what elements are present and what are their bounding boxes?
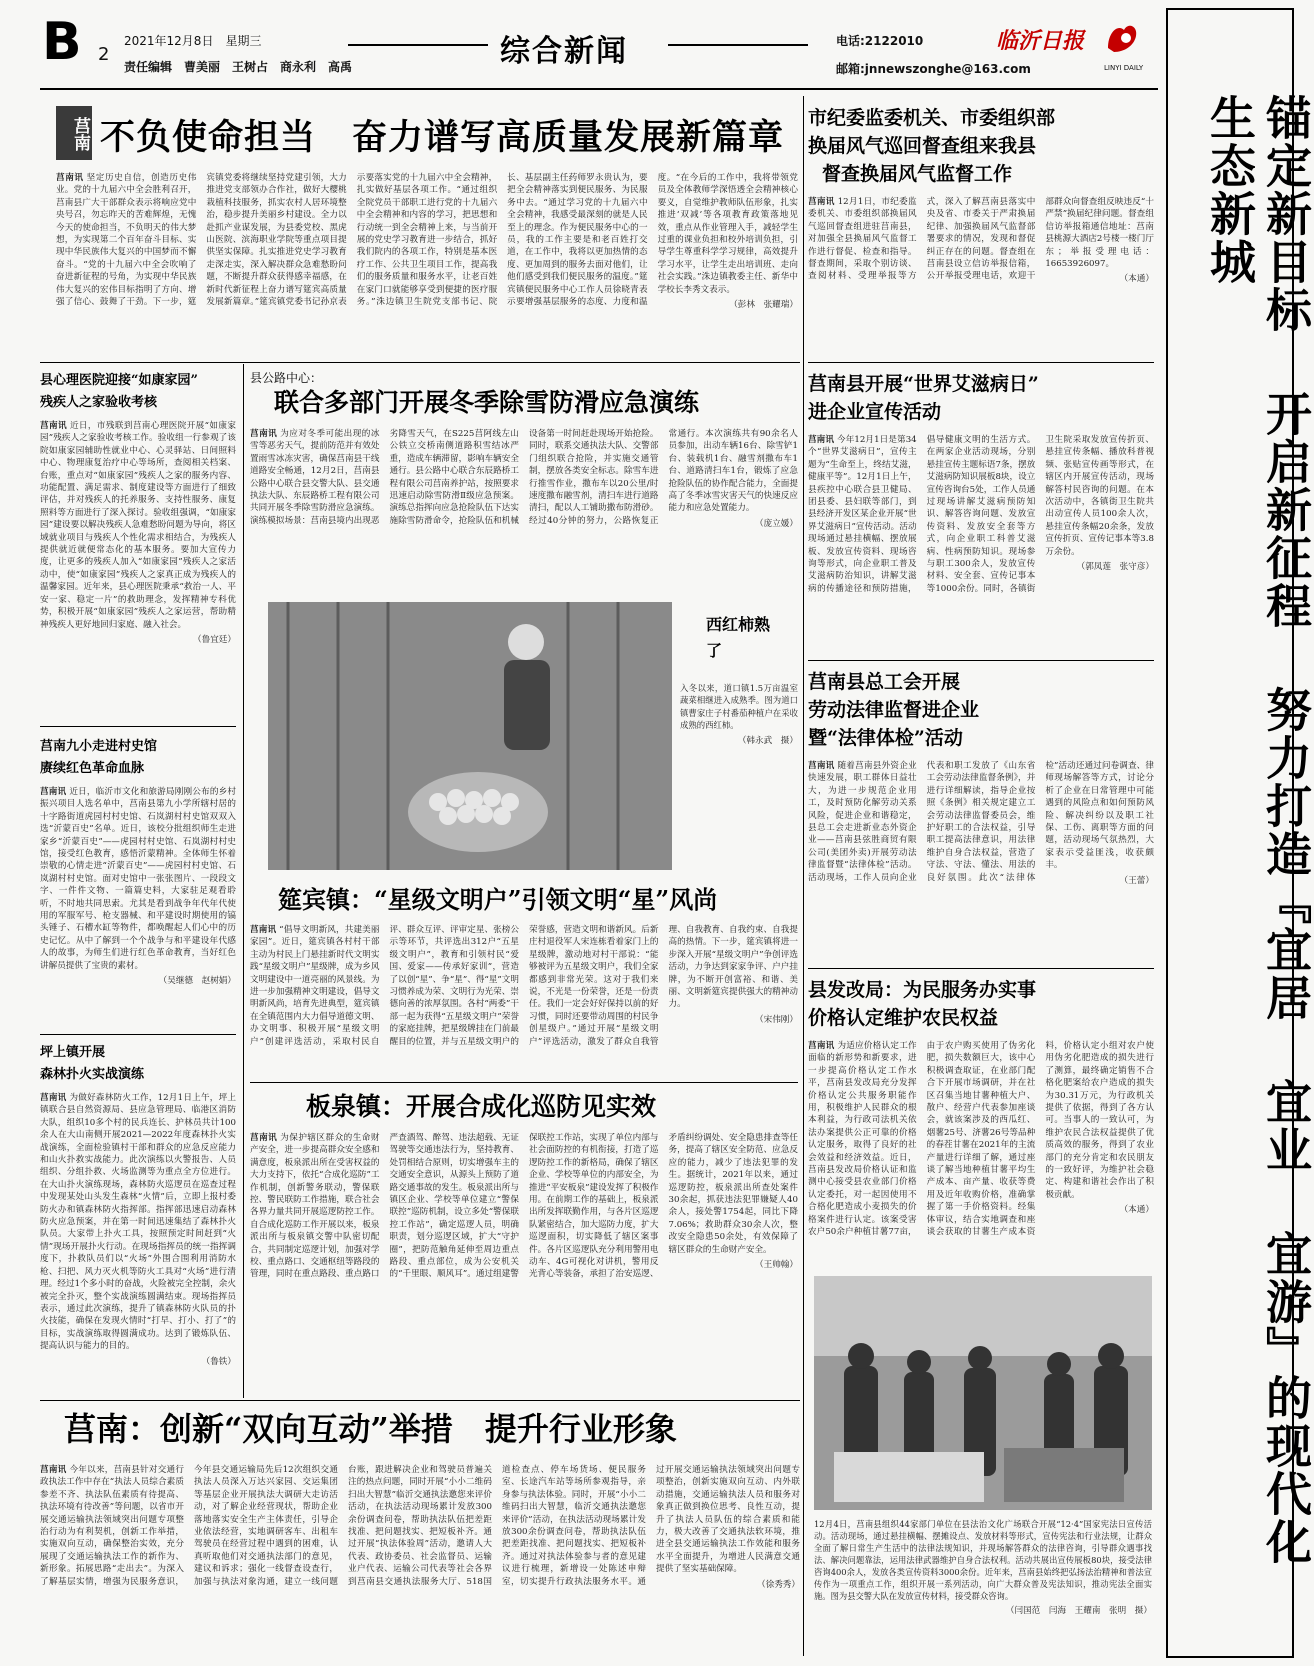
a8-headline-3: 暨“法律体检”活动 — [808, 727, 963, 749]
photo1-title: 西红柿熟了 — [706, 615, 771, 660]
a10-credit: （本通） — [1119, 1205, 1154, 1216]
a2-headline-3: 督查换届风气监督工作 — [822, 163, 1013, 185]
a7-credit: （鲁铁） — [201, 1356, 236, 1367]
photo1-side — [680, 612, 798, 754]
masthead-bottom-rule — [40, 88, 1158, 90]
article-a3 — [808, 370, 1154, 686]
masthead-rule-right — [668, 44, 808, 46]
rule-above-a12 — [40, 1400, 800, 1401]
vertical-headline: 锚定新目标 开启新征程 努力打造『宜居 宜业 宜游』的现代化生态新城 — [1203, 94, 1313, 1566]
masthead-rule-left — [348, 44, 488, 46]
photo-constitution-illustration — [814, 1276, 1152, 1510]
a7-headline-1: 坪上镇开展 — [40, 1045, 106, 1060]
a5-kicker: 县公路中心： — [250, 371, 323, 385]
photo2-credit: （闫国范 闫海 王耀南 张明 摄） — [1005, 1606, 1152, 1616]
newspaper-logo-text: 临沂日报 — [996, 28, 1085, 54]
a9-credit: （宋伟刚） — [755, 1014, 798, 1025]
vertical-separator-left — [243, 364, 244, 1398]
photo2-caption: 12月4日，莒南县组织44家部门单位在县法治文化广场联合开展“12·4”国家宪法日宣传活动。活动现场，通过悬挂横幅、摆摊设点、发放材料等形式，宣传宪法和行业法规，让群众全面了解日常生产生活中的法律法规知识，并现场解答群众的法律咨询，引导群众遇事找法、解决问题靠法，运用法律武器维护自身合法权利。活动共展出宣传展板80块，接受法律咨询400余人，发放各类宣传资料3000余份。近年来，莒南县始终把弘扬法治精神和普法宣传作为一项重点工作，组织开展一系列活动，向广大群众普及宪法知识，推动宪法全面实施。图为县交警大队在发放宣传材料，接受群众咨询。 — [814, 1519, 1152, 1601]
article-a8 — [808, 668, 1154, 968]
a6-headline-2: 赓续红色革命血脉 — [40, 761, 145, 776]
article-a12 — [40, 1406, 800, 1654]
newspaper-logo-icon — [1102, 18, 1142, 58]
a12-body: 莒南讯 今年以来，莒南县针对交通行政执法工作中存在“执法人员综合素质参差不齐、执法队伍素质有待提高、执法环境有待改善”等问题，以省市开展交通运输执法领域突出问题专项整治行动为有利契机，创新工作举措，实施双向互动，确保整治实效，充分展现了交通运输执法工作的新作为、新形象。拓展思路“走出去”。为深入了解基层实情，增强为民服务意识，今年县交通运输局先后12次组织交通执法人员深入万达兴家园、交运集团等基层企业开展执法大调研大走访活动，对了解企业经营现状，帮助企业落地落实安全生产主体责任，引导企业依法经营，实地调研客车、出租车驾驶员在经营过程中遇到的困难，认真听取他们对交通执法部门的意见，建议和诉求；强化一线督查设查行，加强与执法对象沟通，建立一线问题台账，跟进解决企业和驾驶员普遍关注的热点问题，同时开展“小小二维码扫出大智慧”临沂交通执法邀您来评价活动，在执法活动现场累计发放300余份调查问卷，帮助执法队伍把差距找准、把问题找实、把短板补齐。通过开展“执法体验周”活动，邀请人大代表、政协委员、社会监督员、运输业户代表、运输公司代表等社会各界到莒南县交通执法服务大厅、518国道检查点、停车场货场、便民服务室、长途汽车站等场所参观指导，亲身参与执法体验。同时，开展“小小二维码扫出大智慧，临沂交通执法邀您来评价”活动，在执法活动现场累计发放300余份调查问卷，帮助执法队伍把差距找准、把问题找实、把短板补齐。通过对执法体验参与者的意见建议进行梳理，新增设一处陈述申辩室，切实提升行政执法服务水平。通过开展交通运输执法领域突出问题专项整治，创新实施双向互动、内外联动措施，交通运输执法人员和服务对象真正做到换位思考、良性互动，提升了执法人员队伍的综合素质和能力，极大改善了交通执法软环境，推进全县交通运输执法工作效能和服务水平全面提升，为增进人民满意交通提供了坚实基础保障。 — [40, 1465, 800, 1587]
a11-credit: （王帅翰） — [755, 1260, 798, 1271]
a2-body-columns — [808, 196, 1154, 348]
issue-date: 2021年12月8日 星期三 — [124, 34, 262, 48]
vertical-banner — [1166, 8, 1313, 1658]
a8-headline-2: 劳动法律监督进企业 — [808, 699, 980, 721]
a4-body-wrap — [40, 420, 236, 726]
a12-headline: 莒南：创新“双向互动”举措 提升行业形象 — [64, 1410, 677, 1448]
page-number: 2 — [98, 44, 110, 65]
newspaper-logo-sub: LINYI DAILY — [1104, 64, 1144, 72]
a1-kicker-box: 莒南 — [56, 106, 92, 160]
a9-body-columns — [250, 924, 798, 1074]
a1-headline: 不负使命担当 奋力谱写高质量发展新篇章 — [100, 117, 785, 158]
photo1-caption: 入冬以来，道口镇1.5万亩温室蔬菜相继进入成熟季。图为道口镇曹家庄子村番茄种植户在采收成熟的西红柿。 — [680, 683, 798, 731]
a3-body: 莒南讯 今年12月1日是第34个“世界艾滋病日”，宣传主题为“生命至上，终结艾滋，健康平等”。12月1日上午，县疾控中心联合县卫健局、团县委、县妇联等部门，到县经济开发区某企业开展“世界艾滋病日”宣传活动。活动现场通过悬挂横幅、摆放展板、发放宣传资料、现场咨询等形式，向企业职工普及艾滋病防治知识，讲解艾滋病的传播途径和预防措施，倡导健康文明的生活方式。在两家企业活动现场，分别悬挂宣传主题标语7条，摆放艾滋病防知识展板8块，设立宣传咨询台5处，工作人员通过现场讲解艾滋病预防知识、解答咨询问题、发放宣传资料、发放安全套等方式，向企业职工科普艾滋病、性病预防知识。现场参与职工300余人，发放宣传材料、安全套、宣传记事本等1000余份。同时，各镇街卫生院采取发放宣传折页、悬挂宣传条幅、播放科普视频、张贴宣传画等形式，在辖区内开展宣传活动，现场解答村民咨询的问题。在本次活动中，各镇街卫生院共出动宣传人员100余人次，悬挂宣传条幅20余条，发放宣传折页、宣传记事本等3.8万余份。 — [808, 435, 1154, 594]
a1-lead: 莒南讯 — [56, 173, 84, 183]
a3-credit: （郭凤莲 张守彦） — [1076, 562, 1154, 573]
article-a6 — [40, 736, 236, 1028]
contact-email: 邮箱:jnnewszonghe@163.com — [836, 62, 1031, 76]
rule-under-a6 — [40, 1034, 236, 1035]
photo1-credit: （韩永武 摄） — [737, 735, 798, 746]
a12-body-columns — [40, 1464, 800, 1654]
a8-body-columns — [808, 760, 1154, 968]
contact-phone: 电话:2122010 — [836, 34, 924, 48]
rule-under-a8 — [808, 968, 1154, 969]
a7-body-wrap — [40, 1092, 236, 1444]
a3-headline-1: 莒南县开展“世界艾滋病日” — [808, 373, 1039, 395]
a11-body-columns — [250, 1132, 798, 1384]
a2-headline-2: 换届风气巡回督查组来我县 — [808, 135, 1037, 157]
article-a5 — [250, 370, 798, 546]
article-a7 — [40, 1042, 236, 1444]
a8-credit: （王蕾） — [1119, 875, 1154, 886]
photo-tomato-illustration — [268, 602, 672, 870]
a11-headline: 板泉镇：开展合成化巡防见实效 — [306, 1092, 657, 1121]
a7-body: 莒南讯 为做好森林防火工作，12月1日上午，坪上镇联合县自然资源局、县应急管理局、临港区消防大队，组织10多个村的民兵连长、护林员共计100余人在大山南侧开展2021—2022年度森林扑火实战演练，全面检验镇村干部和群众的应急反应能力和山火扑救实战能力。此次演练以火警报告、人员组织、分组扑救、火场监测等为重点全方位进行。在大山扑火演练现场，森林防火巡逻员在巡查过程中发现某处山头发生森林“火情”后，立即上报村委防火办和镇森林防火指挥部。指挥部迅速启动森林防火应急预案，并在第一时间迅速集结了森林扑火队员。大家带上扑火工具，按照预定时间赶到“火情”现场开展扑火行动。在现场指挥员的统一指挥调度下，扑救队员们以“火场”外围合围利用消防水枪、扫把、风力灭火机等防火工具对“火场”进行清理。经过1个多小时的奋战，火险被完全控制，余火被完全扑灭，整个实战演练圆满结束。现场指挥员表示，通过此次演练，提升了镇森林防火队员的扑火技能，确保在发现火情时“打早、打小、打了”的目标，实战演练取得圆满成功。达到了锻炼队伍、提高认识与能力的目的。 — [40, 1093, 236, 1352]
a5-credit: （庞立媛） — [755, 518, 798, 529]
a11-body: 莒南讯 为保护辖区群众的生命财产安全，进一步提高群众安全感和满意度，板泉派出所在受害权益的大力支持下，依托“合成化巡防”工作机制，创新警务联动，警保联控、警民联防工作措施，联合社会各界力量共同开展巡逻防控工作。自合成化巡防工作开展以来，板泉派出所与板泉镇交警中队密切配合，共同制定巡逻计划，加强对学校、重点路口、交通枢纽等路段的管理，同时在重点路段、重点路口严查酒驾、醉驾、违法超载、无证驾驶等交通违法行为，坚持教育、处罚相结合原则，切实增强车主的交通安全意识，从源头上预防了道路交通事故的发生。板泉派出所与镇区企业、学校等单位建立“警保联控”巡防机制，设立多处“警保联控工作站”，确定巡逻人员，明确职责，划分巡逻区域，扩大“守护圈”，把防范触角延伸至周边重点路段、重点部位，成为公安机关的“千里眼、顺风耳”。通过组建警保联控工作站，实现了单位内部与社会面防控的有机衔接，打造了巡逻防控工作的新格局，确保了辖区企业、学校等单位的内部安全，为推进“平安板泉”建设发挥了积极作用。在前期工作的基础上，板泉派出所发挥联勤作用，与各片区巡逻队紧密结合，加大巡防力度，扩大巡逻面积，切实降低了辖区案事件。各片区巡逻队充分利用警用电动车、4G可视化对讲机，警用反光背心等装备，承担了治安巡逻、矛盾纠纷调处、安全隐患排查等任务，提高了辖区安全防范、应急反应的能力，减少了违法犯罪的发生。据统计，2021年以来，通过巡逻防控，板泉派出所查处案件30余起，抓获违法犯罪嫌疑人40余人，接处警1754起，同比下降7.06%；救助群众30余人次，整改安全隐患50余处，有效保障了辖区群众的生命财产安全。 — [250, 1133, 798, 1280]
a9-headline: 筵宾镇：“星级文明户”引领文明“星”风尚 — [278, 885, 718, 914]
page-letter: B — [42, 12, 82, 72]
a5-body-columns — [250, 428, 798, 546]
a9-body: 莒南讯 “倡导文明新风，共建美丽家园”。近日，筵宾镇各村村干部主动为村民上门悬挂新时代文明实践“星级文明户”星级牌，成为乡风文明建设中一道亮丽的风景线。为进一步加强精神文明建设，倡导文明新风尚，培育先进典型，筵宾镇在全镇范围内大力倡导道德文明、办文明事、积极开展“星级文明户”创建评选活动，采取村民自评、群众互评、评审定星、张榜公示等环节，共评选出312户“五星级文明户”，教育和引领村民“爱国、爱家——传承好家训”，营造了以创“星”、争“星”、得“星”文明习惯养成为荣、文明行为光荣、崇德向善的浓厚氛围。各村“两委”干部一起为获得“五星级文明户”荣誉的家庭挂牌，把星级牌挂在门前最醒目的位置，并与五星级文明户的荣誉感，营造文明和谐新风。后新庄村退役军人宋连栋看着家门上的星级牌，激动地对村干部说：“能够被评为五星级文明户，我们全家都感到非常光荣。这对于我们来说，不光是一份荣誉，还是一份责任。我们一定会好好保持以前的好习惯，同时还要带动周围的村民争创星级户。”通过开展“星级文明户”评选活动，激发了群众自我管理、自我教育、自我约束、自我提高的热情。下一步，筵宾镇将进一步深入开展“星级文明户”争创评选活动，力争达到家家争评、户户挂牌，为不断开创富裕、和谐、美丽、文明新筵宾提供强大的精神动力。 — [250, 925, 798, 1047]
a12-credit: （徐秀秀） — [757, 1579, 800, 1590]
a7-headline-2: 森林扑火实战演练 — [40, 1067, 145, 1082]
a10-headline-2: 价格认定维护农民权益 — [808, 1007, 999, 1029]
a10-body: 莒南讯 为适应价格认定工作面临的新形势和新要求，进一步提高价格认定工作水平，莒南县发改局充分发挥价格认定公共服务职能作用，积极维护人民群众的根本利益，为行政司法机关依法办案提供公正可靠的价格认定服务，取得了良好的社会效益和经济效益。近日，莒南县发改局价格认证和监测中心接受县农业部门价格认定委托，对一起因使用不合格化肥造成小麦损失的价格案件进行认定。该案受害农户50余户种植甘薯77亩，由于农户购买使用了伪劣化肥，损失数额巨大，该中心积极调查取证，在业部门配合下开展市场调研，并在社区召集当地甘薯种植大户、散户、经营户代表参加座谈会，就该案涉及的西瓜红、烟薯25号、济薯26号等品种的春茬甘薯在2021年的主流产量进行详细了解，通过座谈了解当地种植甘薯平均生产成本、亩产量、收获等费用及近年收购价格，准确掌握了第一手价格资料。经集体审议，结合实地调查和座谈会获取的甘薯生产成本资料，价格认定小组对农户使用伪劣化肥造成的损失进行了测算，最终确定销售不合格化肥案给农户造成的损失为30.31万元，为行政机关提供了依据，得到了各方认可。当事人的一致认可，为维护农民合法权益提供了优质高效的服务，得到了农业部门的充分肯定和农民朋友的一致好评，为维护社会稳定、构建和谐社会作出了积极贡献。 — [808, 1041, 1154, 1238]
article-a9 — [250, 884, 798, 1074]
vertical-separator-right — [803, 96, 804, 1656]
article-a11 — [250, 1090, 798, 1384]
a4-headline-2: 残疾人之家验收考核 — [40, 395, 158, 410]
a6-credit: （吴继德 赵树娟） — [158, 976, 236, 987]
article-a2 — [808, 104, 1154, 348]
a6-body: 莒南讯 近日，临沂市文化和旅游局刚刚公布的乡村振兴项目人选名单中，莒南县第九小学所辖村居的十字路街道虎园村村史馆、石岚湖村村史馆双双入选“沂蒙百史”名单。近日，该校分批组织师生走进家乡“沂蒙百史”——虎园村村史馆、石岚湖村村史馆，接受红色教育，感悟沂蒙精神。全体师生怀着崇敬的心情走进“沂蒙百史”——虎园村村史馆、石岚湖村村史馆。面对史馆中一张张图片、一段段文字、一件件文物、一篇篇史料，大家驻足观看聆听，不时地共同思索。尤其是看到战争年代年代使用的军服军号、枪支器械、和平建设时期使用的镐头锤子、石槽水缸等物件，都唤醒起人们心中的历史记忆。从中了解到一个个战争与和平建设年代感人的故事，为师生们进行红色革命教育，当好红色讲解员提供了宝贵的素材。 — [40, 787, 236, 971]
a1-body: 莒南讯 坚定历史自信，创造历史伟业。党的十九届六中全会胜利召开，莒南县广大干部群众表示将响应党中央号召，勿忘昨天的苦难辉煌，无愧今天的使命担当，不负明天的伟大梦想，为实现第二个百年奋斗目标、实现中华民族伟大复兴的中国梦而不懈奋斗。“党的十九届六中全会吹响了奋进新征程的号角，为实现中华民族伟大复兴的宏伟目标指明了方向、增强了信心、鼓舞了干劲。下一步，筵宾镇党委将继续坚持党建引领，大力推进党支部领办合作社，做好大樱桃栽植科技服务，抓实农村人居环境整治，稳步提升美丽乡村建设。全力以赴抓产业谋发展，为县委党校、黑虎山医院、滨海职业学院等重点项目提供坚实保障。扎实推进党史学习教育走深走实，深入解决群众急难愁盼问题，不断提升群众获得感幸福感，在新时代新征程上奋力谱写筵宾高质量发展新篇章。”筵宾镇党委书记孙京表示要落实党的十九届六中全会精神，扎实做好基层各项工作。“通过组织全院党员干部职工进行党的十九届六中全会精神和内容的学习，把思想和行动统一到全会精神上来，与当前开展的党史学习教育进一步结合，抓好我们院内的各项工作，特别是基本医疗工作、公共卫生项目工作，提高我们的服务质量和服务水平，让老百姓在家门口就能够享受到便捷的医疗服务。”洙边镇卫生院党支部书记、院长、基层副主任药师罗永贵认为，要把全会精神落实到便民服务、为民服务中去。“通过学习党的十九届六中全会精神，我感受最深刻的就是人民至上的理念。作为便民服务中心的一员，我的工作主要是和老百姓打交道，在工作中，我将以更加热情的态度、更加周到的服务去面对他们，让他们感受到我们便民服务的温度。”筵宾镇便民服务中心工作人员徐晓青表示要增强基层服务的态度、力度和温度。“在今后的工作中，我将带领党员及全体教师学深悟透全会精神核心要义，自觉维护教师队伍形象，扎实推进‘双减’等各项教育政策落地见效，重点从作业管理入手，减轻学生过重的课业负担和校外培训负担，引导学生尊重科学学习规律，高效提升学习水平，让学生走出培训班、走向社会实践。”洙边镇教委主任、新华中学校长李秀文表示。 — [56, 173, 798, 308]
a8-headline-1: 莒南县总工会开展 — [808, 671, 961, 693]
rule-under-a3 — [808, 660, 1154, 661]
a5-headline: 联合多部门开展冬季除雪防滑应急演练 — [274, 388, 700, 417]
rule-under-a1 — [40, 362, 800, 363]
rule-under-a9 — [250, 1082, 798, 1083]
a3-body-columns — [808, 434, 1154, 686]
a2-credit: （本通） — [1119, 274, 1154, 285]
rule-under-a2 — [808, 362, 1154, 363]
photo-constitution-day — [814, 1276, 1152, 1510]
rule-under-a4 — [40, 726, 236, 727]
a8-body: 莒南讯 随着莒南县外资企业快速发展，职工群体日益壮大，为进一步规范企业用工，及时预防化解劳动关系风险，促进企业和谐稳定，县总工会走进新业态外资企业——莒南县弦胜商贸有限公司(美团外卖)开展劳动法律监督暨“法律体检”活动。活动现场，工作人员向企业代表和职工发放了《山东省工会劳动法律监督条例》，并进行详细解读，指导企业按照《条例》相关规定建立工会劳动法律监督委员会，维护好职工的合法权益，引导职工提高法律意识，用法律维护自身合法权益，营造了守法、守法、懂法、用法的良好氛围。此次“法律体检”活动还通过问卷调查、律师现场解答等方式，讨论分析了企业在日常管理中可能遇到的风险点和如何预防风险、解决纠纷以及职工社保、工伤、离职等方面的问题，活动现场气氛热烈，大家表示受益匪浅，收获颇丰。 — [808, 761, 1154, 883]
a2-body: 莒南讯 12月1日，市纪委监委机关、市委组织部换届风气巡回督查组进驻莒南县，对加强全县换届风气监督工作进行督促、检查和指导。督查期间，采取个别访谈、查阅材料、受理举报等方式，深入了解莒南县落实中央及省、市委关于严肃换届纪律、加强换届风气监督部署要求的情况，发现和督促纠正存在的问题。督查组在莒南县设立信访举报信箱，公开举报受理电话，欢迎干部群众向督查组反映违反“十严禁”换届纪律问题。督查组信访举报箱通信地址：莒南县桃源大酒店2号楼一楼门厅东；举报受理电话：16653926097。 — [808, 197, 1154, 282]
a6-headline-1: 莒南九小走进村史馆 — [40, 739, 158, 754]
a3-headline-2: 进企业宣传活动 — [808, 401, 942, 423]
a1-credit: （彭林 张耀瑞） — [729, 300, 798, 311]
a4-headline-1: 县心理医院迎接“如康家园” — [40, 373, 198, 388]
a2-headline-1: 市纪委监委机关、市委组织部 — [808, 107, 1056, 129]
a10-headline-1: 县发改局：为民服务办实事 — [808, 979, 1037, 1001]
a4-body: 莒南讯 近日，市残联到莒南心理医院开展“如康家园”残疾人之家验收考核工作。验收组一行参观了该院如康家园辅助性就业中心、心灵驿站、日间照料中心、物理康复治疗中心等场所，查阅相关档案、台账，重点对“如康家园”残疾人之家的服务内容、功能配置、满足需求、制度建设等方面进行了细致评估，并对残疾人的托养服务、支持性服务、康复照料等方面进行了深入探讨。验收组强调，“如康家园”建设要以解决残疾人急难愁盼问题为导向，将区域就业项目与残疾人个性化需求相结合，为残疾人提供就近就便常态化的基本服务。要加大宣传力度，让更多的残疾人加入“如康家园”残疾人之家活动中，使“如康家园”残疾人之家真正成为残疾人的温馨家园。近年来，县心理医院秉承“救治一人、平安一家、稳定一片”的救助理念，发挥精神专科优势，积极开展“如康家园”残疾人之家运营，帮助精神残疾人更好地回归家庭、融入社会。 — [40, 421, 236, 630]
section-title: 综合新闻 — [500, 34, 628, 69]
masthead — [0, 0, 1158, 92]
photo2-caption-wrap — [814, 1518, 1152, 1658]
photo-tomato-harvest — [268, 602, 672, 870]
a6-body-wrap — [40, 786, 236, 1028]
editors-line: 责任编辑 曹美丽 王树占 商永利 高禹 — [124, 60, 353, 74]
a5-body: 莒南讯 为应对冬季可能出现的冰雪等恶劣天气，提前防范并有效处置雨雪冰冻灾害，确保莒南县干线道路安全畅通，12月2日，莒南县公路中心联合县交警大队、县交通执法大队、东辰路桥工程有限公司共同开展冬季除雪防滑应急演练。演练模拟场景：莒南县境内出现恶劣降雪天气，在S225莒阿线左山公铁立交桥南侧道路积雪结冰严重，造成车辆滞留，影响车辆安全通行。县公路中心联合东辰路桥工程有限公司莒南养护站，按照要求迅速启动除雪防滑Ⅱ级应急预案。演练总指挥向应急抢险队伍下达实施除雪防滑命令，抢险队伍和机械设备第一时间赶赴现场开始抢险。同时，联系交通执法大队、交警部门组织联合抢险，并实施交通管制，摆放各类安全标志。除雪车进行推雪作业，撒布车以20公里/时速度撒布融雪剂，清扫车进行道路清扫，配以人工铺助撒布防滑砂。经过40分钟的努力，公路恢复正常通行。本次演练共有90余名人员参加，出动车辆16台、除雪铲1台、装载机1台、融雪剂撒布车1台、道路清扫车1台，锻炼了应急抢险队伍的协作配合能力，全面提高了冬季冰雪灾害天气的快速反应能力和应急处置能力。 — [250, 429, 798, 526]
a4-credit: （鲁宜廷） — [193, 634, 236, 645]
article-a4 — [40, 370, 236, 726]
